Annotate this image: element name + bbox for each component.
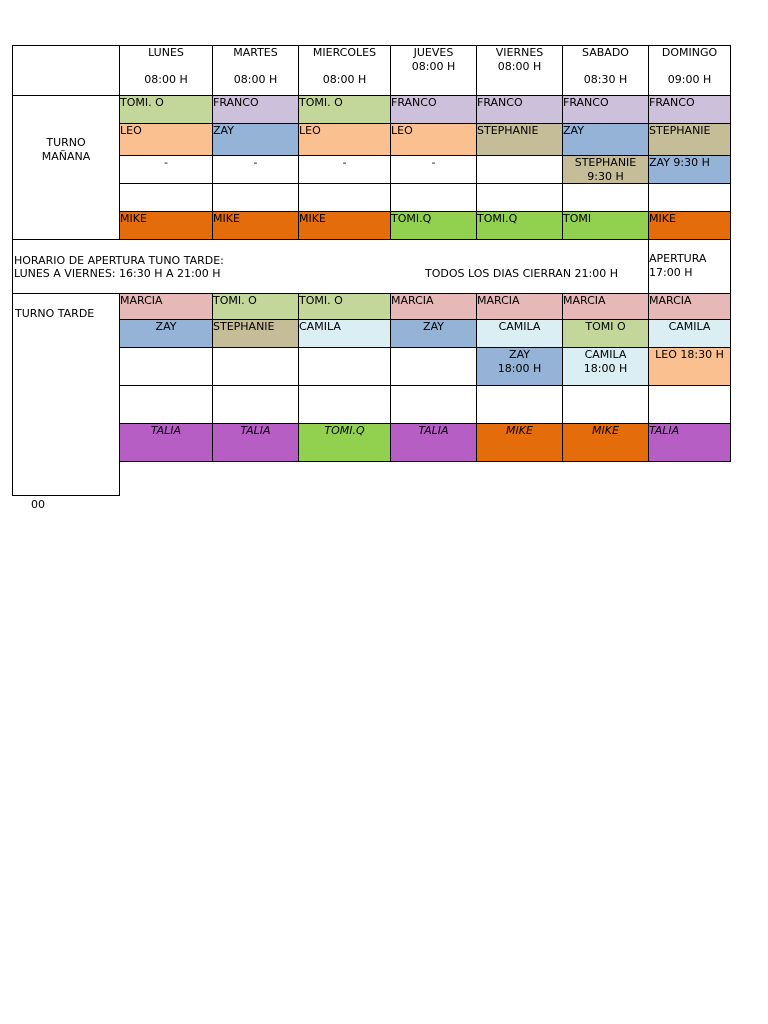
morning-cell xyxy=(119,183,213,212)
morning-label: TURNO MAÑANA xyxy=(12,95,120,240)
afternoon-cell: ZAY 18:00 H xyxy=(476,347,563,386)
afternoon-cell xyxy=(648,385,731,424)
afternoon-cell: MIKE xyxy=(562,423,649,462)
morning-cell: FRANCO xyxy=(212,95,299,124)
footer-number: 00 xyxy=(31,498,45,511)
afternoon-cell: CAMILA xyxy=(648,319,731,348)
morning-cell: MIKE xyxy=(648,211,731,240)
afternoon-cell: TALIA xyxy=(390,423,477,462)
afternoon-cell: TOMI. O xyxy=(212,293,299,320)
afternoon-cell: TALIA xyxy=(212,423,299,462)
info-close-time: TODOS LOS DIAS CIERRAN 21:00 H xyxy=(425,267,619,280)
morning-cell: STEPHANIE xyxy=(648,123,731,156)
afternoon-cell: TALIA xyxy=(119,423,213,462)
afternoon-cell xyxy=(298,385,391,424)
day-time: 08:00 H xyxy=(497,59,542,73)
afternoon-cell: MARCIA xyxy=(562,293,649,320)
morning-cell: ZAY xyxy=(212,123,299,156)
morning-cell: ZAY xyxy=(562,123,649,156)
day-header-0 xyxy=(119,45,213,96)
morning-cell: MIKE xyxy=(212,211,299,240)
afternoon-cell: MARCIA xyxy=(476,293,563,320)
day-time: 08:00 H xyxy=(322,72,367,86)
day-time: 08:00 H xyxy=(233,72,278,86)
day-header-6 xyxy=(648,45,731,96)
afternoon-cell xyxy=(119,385,213,424)
day-header-4 xyxy=(476,45,563,96)
day-time: 09:00 H xyxy=(667,72,712,86)
morning-cell xyxy=(476,183,563,212)
afternoon-cell: MARCIA xyxy=(648,293,731,320)
morning-cell: LEO xyxy=(390,123,477,156)
morning-cell xyxy=(212,183,299,212)
morning-cell: FRANCO xyxy=(562,95,649,124)
afternoon-cell: ZAY xyxy=(390,319,477,348)
afternoon-cell xyxy=(298,347,391,386)
morning-cell: TOMI. O xyxy=(298,95,391,124)
afternoon-cell: LEO 18:30 H xyxy=(648,347,731,386)
day-name: DOMINGO xyxy=(661,46,718,59)
info-sunday-opening: APERTURA 17:00 H xyxy=(648,239,731,294)
morning-cell: LEO xyxy=(119,123,213,156)
afternoon-cell: MARCIA xyxy=(390,293,477,320)
afternoon-cell: CAMILA xyxy=(476,319,563,348)
morning-cell xyxy=(476,155,563,184)
afternoon-cell: CAMILA xyxy=(298,319,391,348)
day-time: 08:00 H xyxy=(411,59,456,73)
afternoon-cell xyxy=(562,385,649,424)
day-time: 08:30 H xyxy=(583,72,628,86)
morning-cell: FRANCO xyxy=(390,95,477,124)
day-header-3 xyxy=(390,45,477,96)
afternoon-cell: TOMI. O xyxy=(298,293,391,320)
morning-cell: LEO xyxy=(298,123,391,156)
afternoon-cell: ZAY xyxy=(119,319,213,348)
afternoon-cell: STEPHANIE xyxy=(212,319,299,348)
info-line-2: LUNES A VIERNES: 16:30 H A 21:00 H xyxy=(14,267,221,280)
morning-cell: FRANCO xyxy=(648,95,731,124)
morning-cell xyxy=(298,183,391,212)
afternoon-cell: CAMILA 18:00 H xyxy=(562,347,649,386)
morning-cell: MIKE xyxy=(119,211,213,240)
afternoon-cell xyxy=(476,385,563,424)
day-name: MARTES xyxy=(233,46,278,59)
day-header-5 xyxy=(562,45,649,96)
afternoon-cell: TOMI.Q xyxy=(298,423,391,462)
day-header-1 xyxy=(212,45,299,96)
morning-cell: TOMI.Q xyxy=(476,211,563,240)
morning-cell: TOMI. O xyxy=(119,95,213,124)
day-name: LUNES xyxy=(148,46,184,59)
morning-cell xyxy=(562,183,649,212)
afternoon-cell: TALIA xyxy=(648,423,731,462)
afternoon-cell: TOMI O xyxy=(562,319,649,348)
afternoon-cell: MIKE xyxy=(476,423,563,462)
day-name: VIERNES xyxy=(495,46,544,59)
day-name: MIERCOLES xyxy=(312,46,377,59)
afternoon-cell xyxy=(212,385,299,424)
morning-cell: - xyxy=(390,155,477,184)
day-header-2 xyxy=(298,45,391,96)
morning-cell: MIKE xyxy=(298,211,391,240)
day-name: SABADO xyxy=(582,46,629,59)
info-line-1: HORARIO DE APERTURA TUNO TARDE: xyxy=(14,254,224,267)
morning-cell: FRANCO xyxy=(476,95,563,124)
afternoon-cell xyxy=(390,385,477,424)
morning-cell: ZAY 9:30 H xyxy=(648,155,731,184)
day-name: JUEVES xyxy=(413,46,454,59)
morning-cell: - xyxy=(212,155,299,184)
header-corner xyxy=(12,45,120,96)
morning-cell: STEPHANIE 9:30 H xyxy=(562,155,649,184)
morning-cell: STEPHANIE xyxy=(476,123,563,156)
morning-cell xyxy=(390,183,477,212)
morning-cell: TOMI.Q xyxy=(390,211,477,240)
afternoon-cell xyxy=(212,347,299,386)
day-time: 08:00 H xyxy=(144,72,188,86)
afternoon-cell: MARCIA xyxy=(119,293,213,320)
afternoon-cell xyxy=(390,347,477,386)
afternoon-label: TURNO TARDE xyxy=(12,293,120,496)
morning-cell: - xyxy=(119,155,213,184)
morning-cell: TOMI xyxy=(562,211,649,240)
morning-cell xyxy=(648,183,731,212)
afternoon-cell xyxy=(119,347,213,386)
morning-cell: - xyxy=(298,155,391,184)
